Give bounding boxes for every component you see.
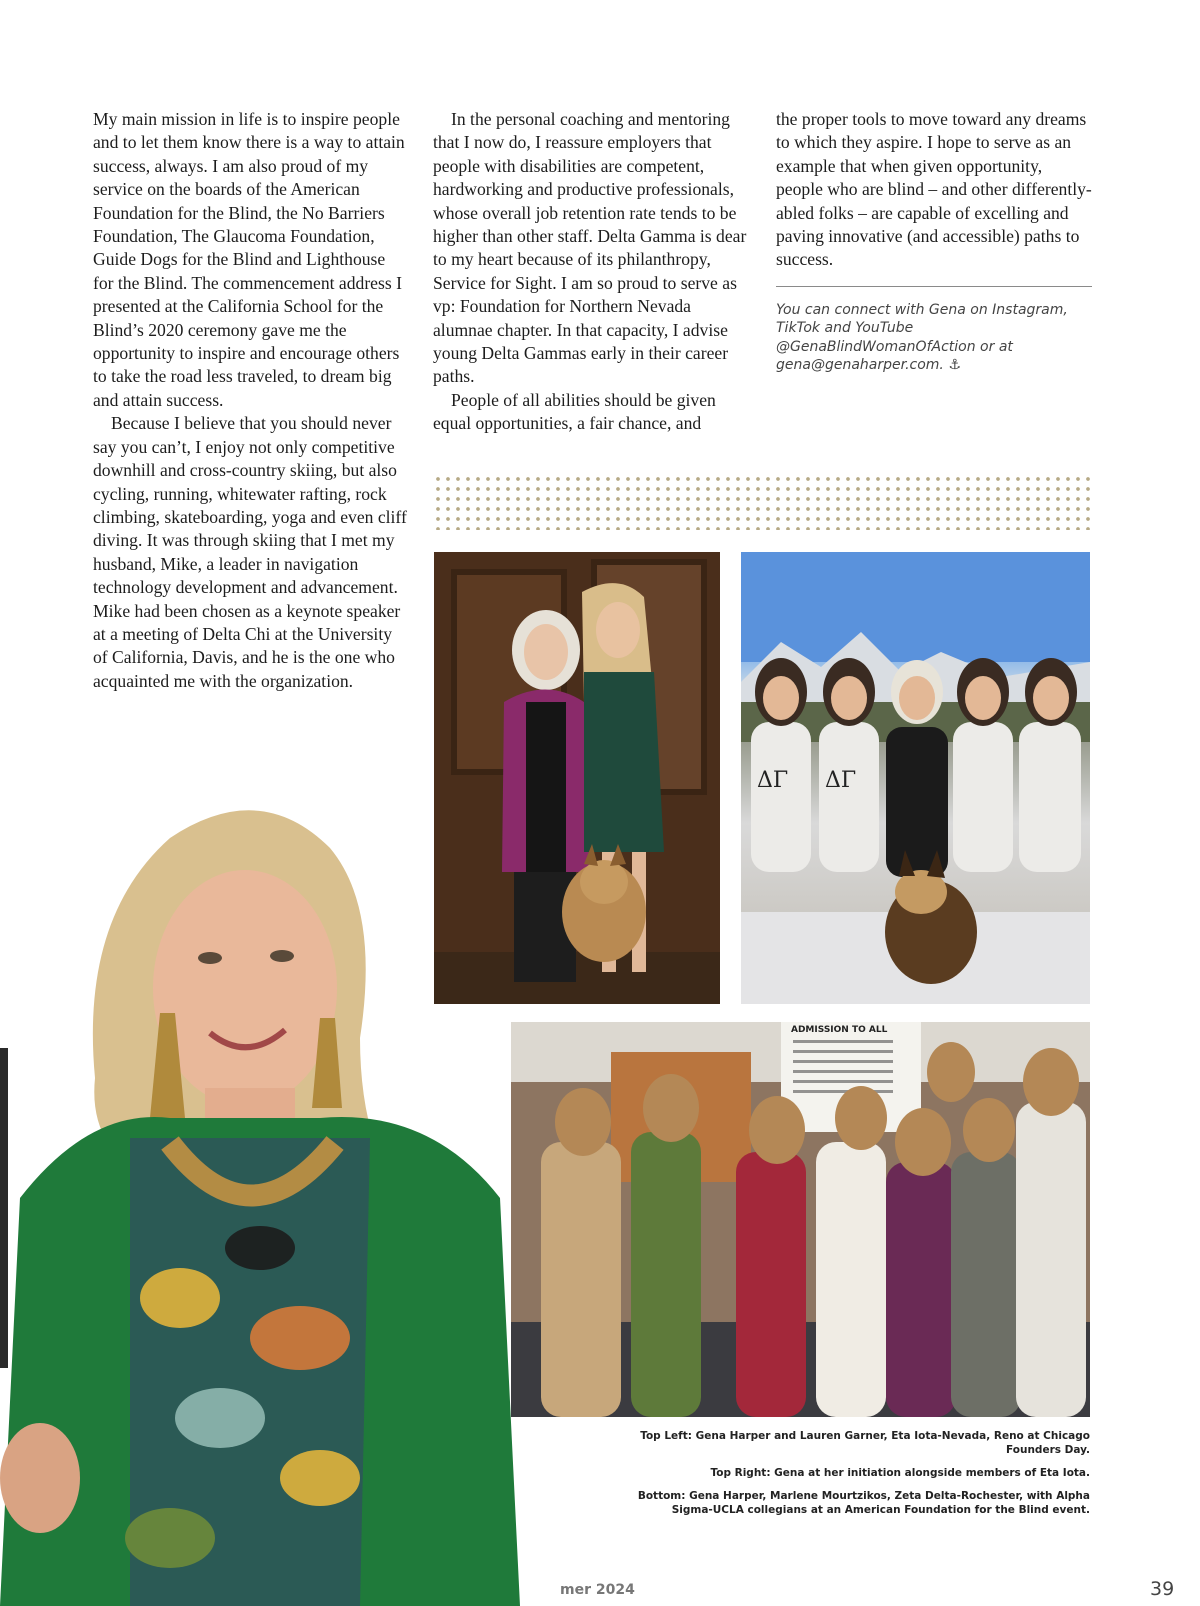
photo-initiation-illustration <box>741 552 1090 1004</box>
divider <box>776 286 1092 287</box>
caption-bottom: Bottom: Gena Harper, Marlene Mourtzikos, Zeta Delta-Rochester, with Alpha Sigma-UCLA collegians at an American Foundation for the Blind event. <box>637 1490 1090 1516</box>
contact-text: You can connect with Gena on Instagram, TikTok and YouTube @GenaBlindWomanOfAction or at gena@genaharper.com. <box>776 301 1068 374</box>
sweater-letters: ΔΓ <box>825 768 857 793</box>
paragraph: Because I believe that you should never say you can’t, I enjoy not only competitive downhill and cross-country skiing, but also cycling, running, whitewater rafting, rock climbing, skateboarding, yoga and even cliff diving. It was through skiing that I met my husband, Mike, a leader in navigation technology development and advancement. Mike had been chosen as a keynote speaker at a meeting of Delta Chi at the University of California, Davis, and he is the one who acquainted me with the organization. <box>93 413 407 691</box>
caption-top-right: Top Right: Gena at her initiation alongside members of Eta Iota. <box>710 1467 1090 1479</box>
portrait-gena-harper <box>0 778 520 1606</box>
page-number: 39 <box>1150 1578 1175 1600</box>
issue-label: mer 2024 <box>560 1582 635 1598</box>
paragraph: In the personal coaching and mentoring that I now do, I reassure employers that people with disabilities are competent, hardworking and productive professionals, whose overall job retention rate tends to be higher than other staff. Delta Gamma is dear to my heart because of its philanthropy, Service for Sight. I am so proud to serve as vp: Foundation for Northern Nevada alumnae chapter. In that capacity, I advise young Delta Gammas early in their career paths. <box>433 109 747 387</box>
article-column-2 <box>433 108 753 436</box>
dot-pattern-band <box>433 474 1090 530</box>
sweater-letters: ΔΓ <box>757 768 789 793</box>
paragraph: People of all abilities should be given equal opportunities, a fair chance, and <box>433 389 716 434</box>
portrait-illustration <box>0 778 520 1606</box>
photo-initiation <box>741 552 1090 1004</box>
article-column-1 <box>93 108 409 693</box>
anchor-icon: ⚓ <box>948 357 961 374</box>
article-column-3 <box>776 108 1092 375</box>
photo-afb-event <box>511 1022 1090 1417</box>
photo-afb-event-illustration <box>511 1022 1090 1417</box>
paragraph: My main mission in life is to inspire people and to let them know there is a way to attain success, always. I am also proud of my service on the boards of the American Foundation for the Blind, the No Barriers Foundation, The Glaucoma Foundation, Guide Dogs for the Blind and Lighthouse for the Blind. The commencement address I presented at the California School for the Blind’s 2020 ceremony gave me the opportunity to inspire and encourage others to take the road less traveled, to dream big and attain success. <box>93 109 405 410</box>
paragraph: the proper tools to move toward any dreams to which they aspire. I hope to serve as an example that when given opportunity, people who are blind – and other differently-abled folks – are capable of excelling and paving innovative (and accessible) paths to success. <box>776 109 1092 270</box>
photo-captions <box>620 1429 1090 1526</box>
contact-note <box>776 301 1092 375</box>
admission-sign-text: ADMISSION TO ALL <box>791 1025 888 1035</box>
caption-top-left: Top Left: Gena Harper and Lauren Garner, Eta Iota-Nevada, Reno at Chicago Founders Day. <box>640 1430 1090 1456</box>
